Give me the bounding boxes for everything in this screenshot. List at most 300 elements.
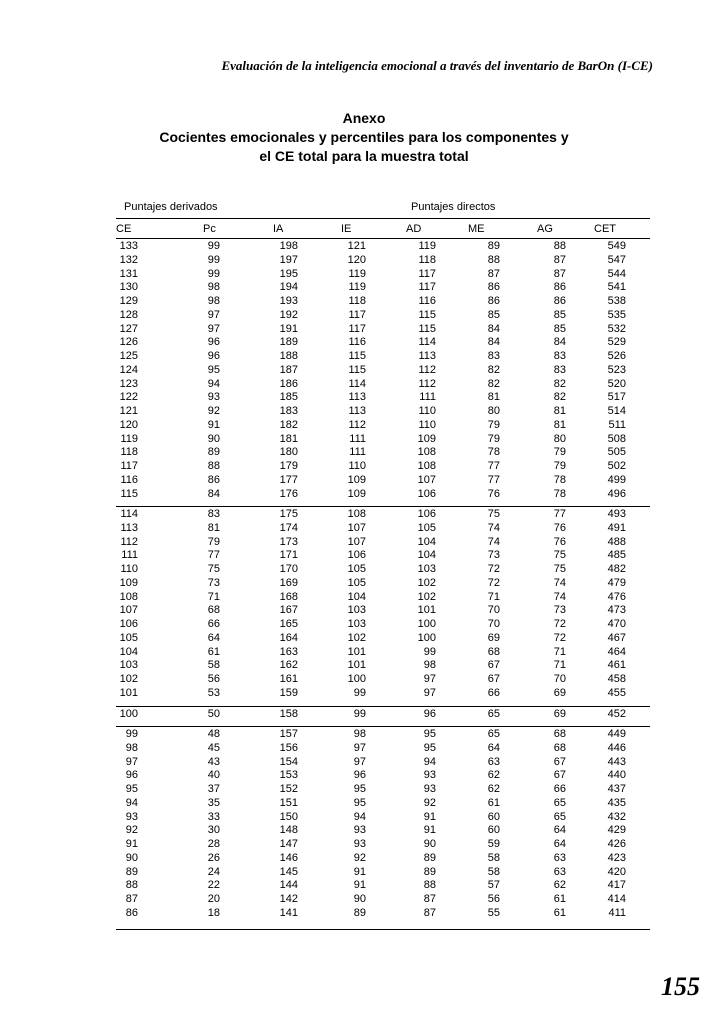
title-block bbox=[115, 109, 613, 166]
table-cell: 152 bbox=[279, 783, 298, 795]
table-cell: 119 bbox=[348, 281, 366, 294]
table-cell: 73 bbox=[487, 549, 500, 562]
table-cell: 28 bbox=[207, 838, 220, 850]
table-cell: 99 bbox=[207, 240, 220, 252]
table-row bbox=[116, 742, 650, 756]
table-cell: 188 bbox=[279, 350, 298, 362]
table-cell: 100 bbox=[417, 618, 436, 630]
table-row bbox=[116, 405, 650, 419]
table-cell: 87 bbox=[553, 267, 566, 280]
table-cell: 131 bbox=[119, 267, 138, 280]
table-cell: 67 bbox=[487, 659, 500, 672]
table-cell: 65 bbox=[487, 728, 500, 740]
table-cell: 420 bbox=[607, 865, 626, 878]
table-cell: 133 bbox=[119, 240, 138, 252]
table-cell: 423 bbox=[607, 851, 626, 864]
table-cell: 197 bbox=[279, 253, 298, 266]
table-cell: 146 bbox=[279, 851, 298, 864]
table-cell: 476 bbox=[607, 590, 626, 603]
table-row bbox=[116, 769, 650, 783]
table-row bbox=[116, 879, 650, 893]
table-row bbox=[116, 522, 650, 536]
table-row bbox=[116, 378, 650, 392]
running-head: Evaluación de la inteligencia emocional a través del inventario de BarOn (I-CE) bbox=[221, 58, 653, 73]
table-cell: 73 bbox=[553, 604, 566, 617]
table-row bbox=[116, 336, 650, 350]
table-cell: 195 bbox=[279, 267, 298, 280]
table-cell: 74 bbox=[553, 576, 566, 589]
col-header-ag: AG bbox=[537, 223, 553, 235]
table-row bbox=[116, 907, 650, 921]
table-cell: 61 bbox=[207, 645, 220, 658]
table-cell: 109 bbox=[119, 576, 138, 589]
table-cell: 83 bbox=[487, 350, 500, 362]
table-cell: 74 bbox=[553, 590, 566, 603]
table-cell: 93 bbox=[353, 838, 366, 850]
table-cell: 117 bbox=[418, 281, 436, 294]
table-cell: 24 bbox=[207, 865, 220, 878]
table-cell: 532 bbox=[607, 322, 626, 335]
table-cell: 101 bbox=[347, 645, 366, 658]
table-cell: 95 bbox=[125, 783, 138, 795]
table-cell: 70 bbox=[487, 604, 500, 617]
table-cell: 158 bbox=[279, 708, 298, 720]
table-cell: 186 bbox=[279, 377, 298, 390]
table-cell: 92 bbox=[125, 824, 138, 837]
table-cell: 499 bbox=[607, 473, 626, 486]
table-cell: 103 bbox=[347, 604, 366, 617]
table-cell: 119 bbox=[120, 432, 138, 445]
table-cell: 76 bbox=[553, 535, 566, 548]
group-label-direct: Puntajes directos bbox=[411, 201, 496, 213]
table-cell: 79 bbox=[553, 446, 566, 459]
table-cell: 65 bbox=[487, 708, 500, 720]
table-cell: 446 bbox=[607, 741, 626, 754]
table-cell: 77 bbox=[207, 549, 220, 562]
table-cell: 491 bbox=[607, 521, 626, 534]
table-row bbox=[116, 364, 650, 378]
table-cell: 91 bbox=[423, 810, 436, 823]
table-cell: 87 bbox=[423, 893, 436, 905]
table-cell: 70 bbox=[487, 618, 500, 630]
table-cell: 449 bbox=[607, 728, 626, 740]
group-label-derived: Puntajes derivados bbox=[124, 201, 218, 213]
table-cell: 156 bbox=[279, 741, 298, 754]
table-cell: 124 bbox=[119, 363, 138, 376]
table-cell: 61 bbox=[487, 796, 500, 809]
table-cell: 71 bbox=[553, 659, 566, 672]
table-cell: 85 bbox=[553, 322, 566, 335]
table-cell: 141 bbox=[279, 906, 298, 919]
table-cell: 87 bbox=[487, 267, 500, 280]
table-cell: 50 bbox=[207, 708, 220, 720]
table-row bbox=[116, 591, 650, 605]
table-cell: 95 bbox=[423, 741, 436, 754]
table-cell: 163 bbox=[279, 645, 298, 658]
table-row bbox=[116, 240, 650, 254]
table-cell: 62 bbox=[487, 783, 500, 795]
table-cell: 111 bbox=[349, 432, 366, 445]
table-cell: 121 bbox=[347, 240, 366, 252]
col-header-ce: CE bbox=[116, 223, 132, 235]
table-cell: 64 bbox=[553, 824, 566, 837]
table-cell: 99 bbox=[423, 645, 436, 658]
table-cell: 104 bbox=[347, 590, 366, 603]
table-row bbox=[116, 419, 650, 433]
table-cell: 33 bbox=[207, 810, 220, 823]
table-row bbox=[116, 460, 650, 474]
table-cell: 98 bbox=[207, 281, 220, 294]
table-cell: 101 bbox=[417, 604, 436, 617]
table-cell: 113 bbox=[120, 521, 138, 534]
table-cell: 505 bbox=[607, 446, 626, 459]
table-cell: 414 bbox=[607, 893, 626, 905]
table-cell: 72 bbox=[487, 563, 500, 575]
table-cell: 496 bbox=[607, 487, 626, 500]
table-cell: 93 bbox=[423, 769, 436, 782]
table-cell: 110 bbox=[418, 405, 436, 417]
table-cell: 107 bbox=[119, 604, 138, 617]
table-cell: 110 bbox=[348, 460, 366, 472]
table-cell: 57 bbox=[487, 879, 500, 892]
table-cell: 75 bbox=[553, 549, 566, 562]
col-header-ad: AD bbox=[406, 223, 422, 235]
table-cell: 79 bbox=[553, 460, 566, 472]
table-cell: 85 bbox=[553, 308, 566, 321]
table-cell: 64 bbox=[207, 631, 220, 644]
table-cell: 168 bbox=[279, 590, 298, 603]
table-cell: 112 bbox=[418, 363, 436, 376]
table-cell: 514 bbox=[607, 405, 626, 417]
table-cell: 150 bbox=[279, 810, 298, 823]
table-cell: 103 bbox=[347, 618, 366, 630]
table-cell: 426 bbox=[607, 838, 626, 850]
table-cell: 84 bbox=[553, 336, 566, 349]
table-cell: 116 bbox=[348, 336, 366, 349]
table-cell: 455 bbox=[607, 686, 626, 699]
table-cell: 106 bbox=[417, 508, 436, 520]
table-cell: 115 bbox=[418, 308, 436, 321]
table-cell: 84 bbox=[207, 487, 220, 500]
table-cell: 92 bbox=[207, 405, 220, 417]
table-cell: 56 bbox=[207, 673, 220, 685]
table-cell: 61 bbox=[553, 906, 566, 919]
table-cell: 479 bbox=[607, 576, 626, 589]
table-cell: 502 bbox=[607, 460, 626, 472]
section-rule bbox=[116, 726, 650, 727]
table-cell: 541 bbox=[607, 281, 626, 294]
table-cell: 435 bbox=[607, 796, 626, 809]
table-row bbox=[116, 488, 650, 502]
table-cell: 123 bbox=[119, 377, 138, 390]
table-cell: 74 bbox=[487, 535, 500, 548]
table-cell: 48 bbox=[207, 728, 220, 740]
section-rule bbox=[116, 506, 650, 507]
table-cell: 40 bbox=[207, 769, 220, 782]
table-cell: 189 bbox=[279, 336, 298, 349]
table-cell: 117 bbox=[418, 267, 436, 280]
table-cell: 79 bbox=[487, 418, 500, 431]
table-cell: 97 bbox=[353, 755, 366, 768]
table-cell: 82 bbox=[487, 377, 500, 390]
table-cell: 119 bbox=[348, 267, 366, 280]
table-cell: 95 bbox=[353, 783, 366, 795]
table-cell: 117 bbox=[120, 460, 138, 472]
table-cell: 80 bbox=[553, 432, 566, 445]
table-cell: 90 bbox=[207, 432, 220, 445]
table-cell: 94 bbox=[125, 796, 138, 809]
table-cell: 79 bbox=[207, 535, 220, 548]
table-cell: 90 bbox=[353, 893, 366, 905]
table-cell: 432 bbox=[607, 810, 626, 823]
table-cell: 117 bbox=[348, 308, 366, 321]
table-cell: 61 bbox=[553, 893, 566, 905]
table-cell: 77 bbox=[487, 473, 500, 486]
table-cell: 467 bbox=[607, 631, 626, 644]
table-cell: 105 bbox=[417, 521, 436, 534]
table-cell: 91 bbox=[423, 824, 436, 837]
table-cell: 179 bbox=[279, 460, 298, 472]
table-cell: 461 bbox=[607, 659, 626, 672]
table-cell: 108 bbox=[119, 590, 138, 603]
table-cell: 182 bbox=[279, 418, 298, 431]
table-cell: 523 bbox=[607, 363, 626, 376]
table-cell: 151 bbox=[279, 796, 298, 809]
table-cell: 90 bbox=[423, 838, 436, 850]
table-cell: 63 bbox=[487, 755, 500, 768]
table-cell: 174 bbox=[279, 521, 298, 534]
table-cell: 458 bbox=[607, 673, 626, 685]
table-row bbox=[116, 756, 650, 770]
table-cell: 83 bbox=[553, 363, 566, 376]
table-cell: 100 bbox=[119, 708, 138, 720]
table-cell: 177 bbox=[279, 473, 298, 486]
table-cell: 101 bbox=[347, 659, 366, 672]
table-cell: 99 bbox=[125, 728, 138, 740]
table-cell: 511 bbox=[608, 418, 626, 431]
table-cell: 78 bbox=[553, 473, 566, 486]
table-cell: 69 bbox=[487, 631, 500, 644]
table-cell: 59 bbox=[487, 838, 500, 850]
table-cell: 103 bbox=[119, 659, 138, 672]
table-cell: 185 bbox=[279, 391, 298, 404]
table-cell: 110 bbox=[120, 563, 138, 575]
table-cell: 96 bbox=[353, 769, 366, 782]
table-cell: 60 bbox=[487, 824, 500, 837]
table-cell: 68 bbox=[553, 728, 566, 740]
table-cell: 106 bbox=[347, 549, 366, 562]
table-cell: 429 bbox=[607, 824, 626, 837]
table-cell: 93 bbox=[353, 824, 366, 837]
table-cell: 191 bbox=[279, 322, 298, 335]
table-cell: 88 bbox=[553, 240, 566, 252]
table-cell: 68 bbox=[487, 645, 500, 658]
table-cell: 175 bbox=[279, 508, 298, 520]
col-header-me: ME bbox=[468, 223, 485, 235]
table-row bbox=[116, 350, 650, 364]
table-cell: 437 bbox=[607, 783, 626, 795]
table-cell: 162 bbox=[279, 659, 298, 672]
col-header-pc: Pc bbox=[203, 223, 216, 235]
table-cell: 93 bbox=[423, 783, 436, 795]
table-cell: 86 bbox=[553, 295, 566, 307]
table-cell: 78 bbox=[487, 446, 500, 459]
table-cell: 74 bbox=[487, 521, 500, 534]
table-row bbox=[116, 838, 650, 852]
table-cell: 125 bbox=[119, 350, 138, 362]
table-cell: 488 bbox=[607, 535, 626, 548]
table-cell: 535 bbox=[607, 308, 626, 321]
table-cell: 66 bbox=[207, 618, 220, 630]
table-cell: 110 bbox=[418, 418, 436, 431]
table-row bbox=[116, 309, 650, 323]
table-cell: 145 bbox=[279, 865, 298, 878]
table-cell: 20 bbox=[207, 893, 220, 905]
table-cell: 77 bbox=[553, 508, 566, 520]
table-cell: 89 bbox=[125, 865, 138, 878]
table-cell: 97 bbox=[207, 308, 220, 321]
table-cell: 97 bbox=[125, 755, 138, 768]
table-cell: 86 bbox=[125, 906, 138, 919]
table-cell: 99 bbox=[207, 267, 220, 280]
table-row bbox=[116, 797, 650, 811]
table-cell: 485 bbox=[607, 549, 626, 562]
table-row bbox=[116, 852, 650, 866]
table-cell: 115 bbox=[348, 350, 366, 362]
table-cell: 86 bbox=[487, 281, 500, 294]
table-row bbox=[116, 268, 650, 282]
table-cell: 118 bbox=[418, 253, 436, 266]
table-cell: 18 bbox=[207, 906, 220, 919]
table-cell: 102 bbox=[417, 576, 436, 589]
table-row bbox=[116, 728, 650, 742]
table-row bbox=[116, 673, 650, 687]
table-cell: 72 bbox=[487, 576, 500, 589]
table-cell: 35 bbox=[207, 796, 220, 809]
table-cell: 94 bbox=[353, 810, 366, 823]
table-cell: 65 bbox=[553, 796, 566, 809]
table-row bbox=[116, 391, 650, 405]
table-cell: 82 bbox=[553, 391, 566, 404]
table-cell: 87 bbox=[553, 253, 566, 266]
table-cell: 91 bbox=[353, 879, 366, 892]
table-cell: 88 bbox=[487, 253, 500, 266]
table-cell: 118 bbox=[348, 295, 366, 307]
table-cell: 443 bbox=[607, 755, 626, 768]
table-cell: 109 bbox=[347, 487, 366, 500]
table-row bbox=[116, 254, 650, 268]
table-cell: 115 bbox=[348, 363, 366, 376]
table-cell: 417 bbox=[607, 879, 626, 892]
table-cell: 78 bbox=[553, 487, 566, 500]
table-cell: 91 bbox=[353, 865, 366, 878]
table-cell: 64 bbox=[553, 838, 566, 850]
table-cell: 101 bbox=[119, 686, 138, 699]
table-cell: 97 bbox=[423, 686, 436, 699]
table-row bbox=[116, 893, 650, 907]
table-cell: 148 bbox=[279, 824, 298, 837]
table-cell: 94 bbox=[207, 377, 220, 390]
table-cell: 97 bbox=[353, 741, 366, 754]
table-cell: 62 bbox=[487, 769, 500, 782]
table-cell: 180 bbox=[279, 446, 298, 459]
table-cell: 111 bbox=[349, 446, 366, 459]
col-header-ia: IA bbox=[273, 223, 284, 235]
table-cell: 194 bbox=[279, 281, 298, 294]
table-cell: 132 bbox=[119, 253, 138, 266]
table-cell: 113 bbox=[348, 391, 366, 404]
table-cell: 89 bbox=[423, 851, 436, 864]
table-row bbox=[116, 687, 650, 701]
table-cell: 144 bbox=[279, 879, 298, 892]
table-cell: 193 bbox=[279, 295, 298, 307]
table-cell: 86 bbox=[487, 295, 500, 307]
table-row bbox=[116, 659, 650, 673]
table-row bbox=[116, 618, 650, 632]
table-cell: 164 bbox=[279, 631, 298, 644]
table-row bbox=[116, 563, 650, 577]
table-cell: 67 bbox=[553, 755, 566, 768]
table-cell: 87 bbox=[125, 893, 138, 905]
table-cell: 88 bbox=[207, 460, 220, 472]
table-cell: 98 bbox=[423, 659, 436, 672]
table-cell: 58 bbox=[487, 865, 500, 878]
table-cell: 93 bbox=[207, 391, 220, 404]
table-cell: 80 bbox=[487, 405, 500, 417]
table-cell: 161 bbox=[279, 673, 298, 685]
table-cell: 75 bbox=[553, 563, 566, 575]
table-cell: 120 bbox=[119, 418, 138, 431]
table-cell: 30 bbox=[207, 824, 220, 837]
table-cell: 99 bbox=[353, 708, 366, 720]
table-row bbox=[116, 508, 650, 522]
table-cell: 93 bbox=[125, 810, 138, 823]
table-cell: 77 bbox=[487, 460, 500, 472]
table-cell: 482 bbox=[607, 563, 626, 575]
table-cell: 129 bbox=[119, 295, 138, 307]
table-row bbox=[116, 281, 650, 295]
table-row bbox=[116, 646, 650, 660]
table-cell: 100 bbox=[347, 673, 366, 685]
table-cell: 56 bbox=[487, 893, 500, 905]
table-row bbox=[116, 446, 650, 460]
table-row bbox=[116, 295, 650, 309]
table-cell: 79 bbox=[487, 432, 500, 445]
table-cell: 127 bbox=[119, 322, 138, 335]
table-cell: 508 bbox=[607, 432, 626, 445]
table-cell: 88 bbox=[125, 879, 138, 892]
table-cell: 183 bbox=[279, 405, 298, 417]
table-cell: 75 bbox=[207, 563, 220, 575]
table-cell: 95 bbox=[207, 363, 220, 376]
table-cell: 98 bbox=[353, 728, 366, 740]
table-cell: 470 bbox=[607, 618, 626, 630]
table-cell: 45 bbox=[207, 741, 220, 754]
table-cell: 89 bbox=[207, 446, 220, 459]
table-cell: 96 bbox=[207, 350, 220, 362]
table-cell: 22 bbox=[207, 879, 220, 892]
table-cell: 66 bbox=[487, 686, 500, 699]
table-cell: 87 bbox=[423, 906, 436, 919]
table-cell: 91 bbox=[207, 418, 220, 431]
table-cell: 83 bbox=[207, 508, 220, 520]
table-cell: 171 bbox=[279, 549, 298, 562]
rule-header bbox=[116, 238, 650, 239]
table-cell: 81 bbox=[553, 405, 566, 417]
table-cell: 107 bbox=[347, 521, 366, 534]
table-cell: 192 bbox=[279, 308, 298, 321]
table-cell: 119 bbox=[418, 240, 436, 252]
